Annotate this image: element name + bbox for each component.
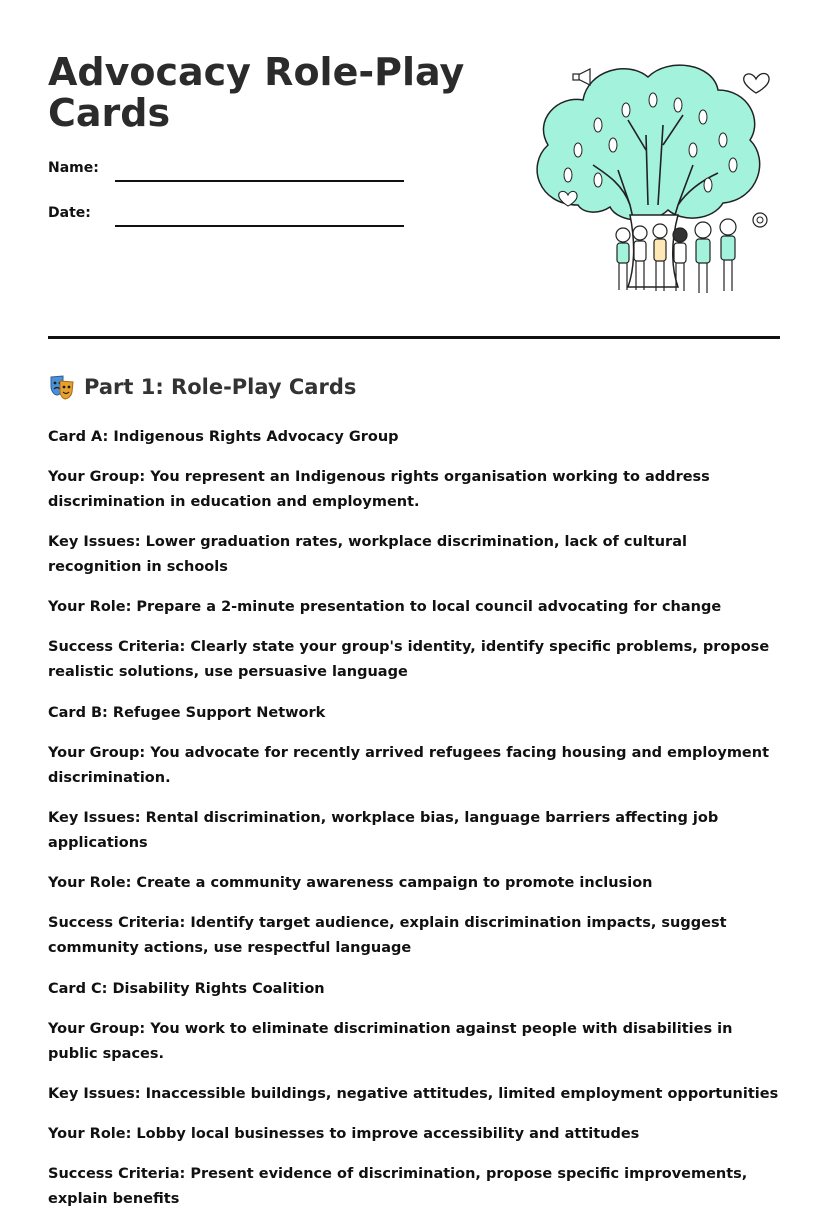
card-a xyxy=(48,427,780,685)
part1-heading xyxy=(48,373,356,401)
card-role: Your Role: Create a community awareness campaign to promote inclusion xyxy=(48,875,653,891)
card-title: Card A: Indigenous Rights Advocacy Group xyxy=(48,429,399,445)
card-criteria: Success Criteria: Present evidence of discrimination, propose specific improvements, explain benefits xyxy=(48,1166,748,1207)
card-group: Your Group: You work to eliminate discrimination against people with disabilities in public spaces. xyxy=(48,1021,733,1062)
tree-with-children-illustration xyxy=(518,55,788,300)
date-label: Date: xyxy=(48,205,91,221)
card-issues: Key Issues: Lower graduation rates, workplace discrimination, lack of cultural recognition in schools xyxy=(48,534,687,575)
performing-arts-masks-icon xyxy=(48,373,76,401)
card-criteria: Success Criteria: Identify target audience, explain discrimination impacts, suggest community actions, use respectful language xyxy=(48,915,727,956)
card-role: Your Role: Prepare a 2-minute presentation to local council advocating for change xyxy=(48,599,722,615)
name-field[interactable] xyxy=(115,180,404,182)
card-role: Your Role: Lobby local businesses to improve accessibility and attitudes xyxy=(48,1126,640,1142)
card-issues: Key Issues: Rental discrimination, workplace bias, language barriers affecting job applications xyxy=(48,810,719,851)
card-b xyxy=(48,703,780,961)
name-label: Name: xyxy=(48,160,99,176)
part1-heading-text: Part 1: Role-Play Cards xyxy=(84,375,357,399)
section-divider xyxy=(48,336,780,339)
page-title: Advocacy Role-Play Cards xyxy=(48,50,465,135)
date-field[interactable] xyxy=(115,225,404,227)
card-criteria: Success Criteria: Clearly state your group's identity, identify specific problems, propose realistic solutions, use persuasive language xyxy=(48,639,770,680)
card-title: Card C: Disability Rights Coalition xyxy=(48,981,325,997)
card-group: Your Group: You advocate for recently arrived refugees facing housing and employment discrimination. xyxy=(48,745,770,786)
card-group: Your Group: You represent an Indigenous rights organisation working to address discrimination in education and employment. xyxy=(48,469,710,510)
role-play-cards xyxy=(48,427,780,1230)
card-issues: Key Issues: Inaccessible buildings, negative attitudes, limited employment opportunities xyxy=(48,1086,779,1102)
card-c xyxy=(48,979,780,1212)
card-title: Card B: Refugee Support Network xyxy=(48,705,326,721)
